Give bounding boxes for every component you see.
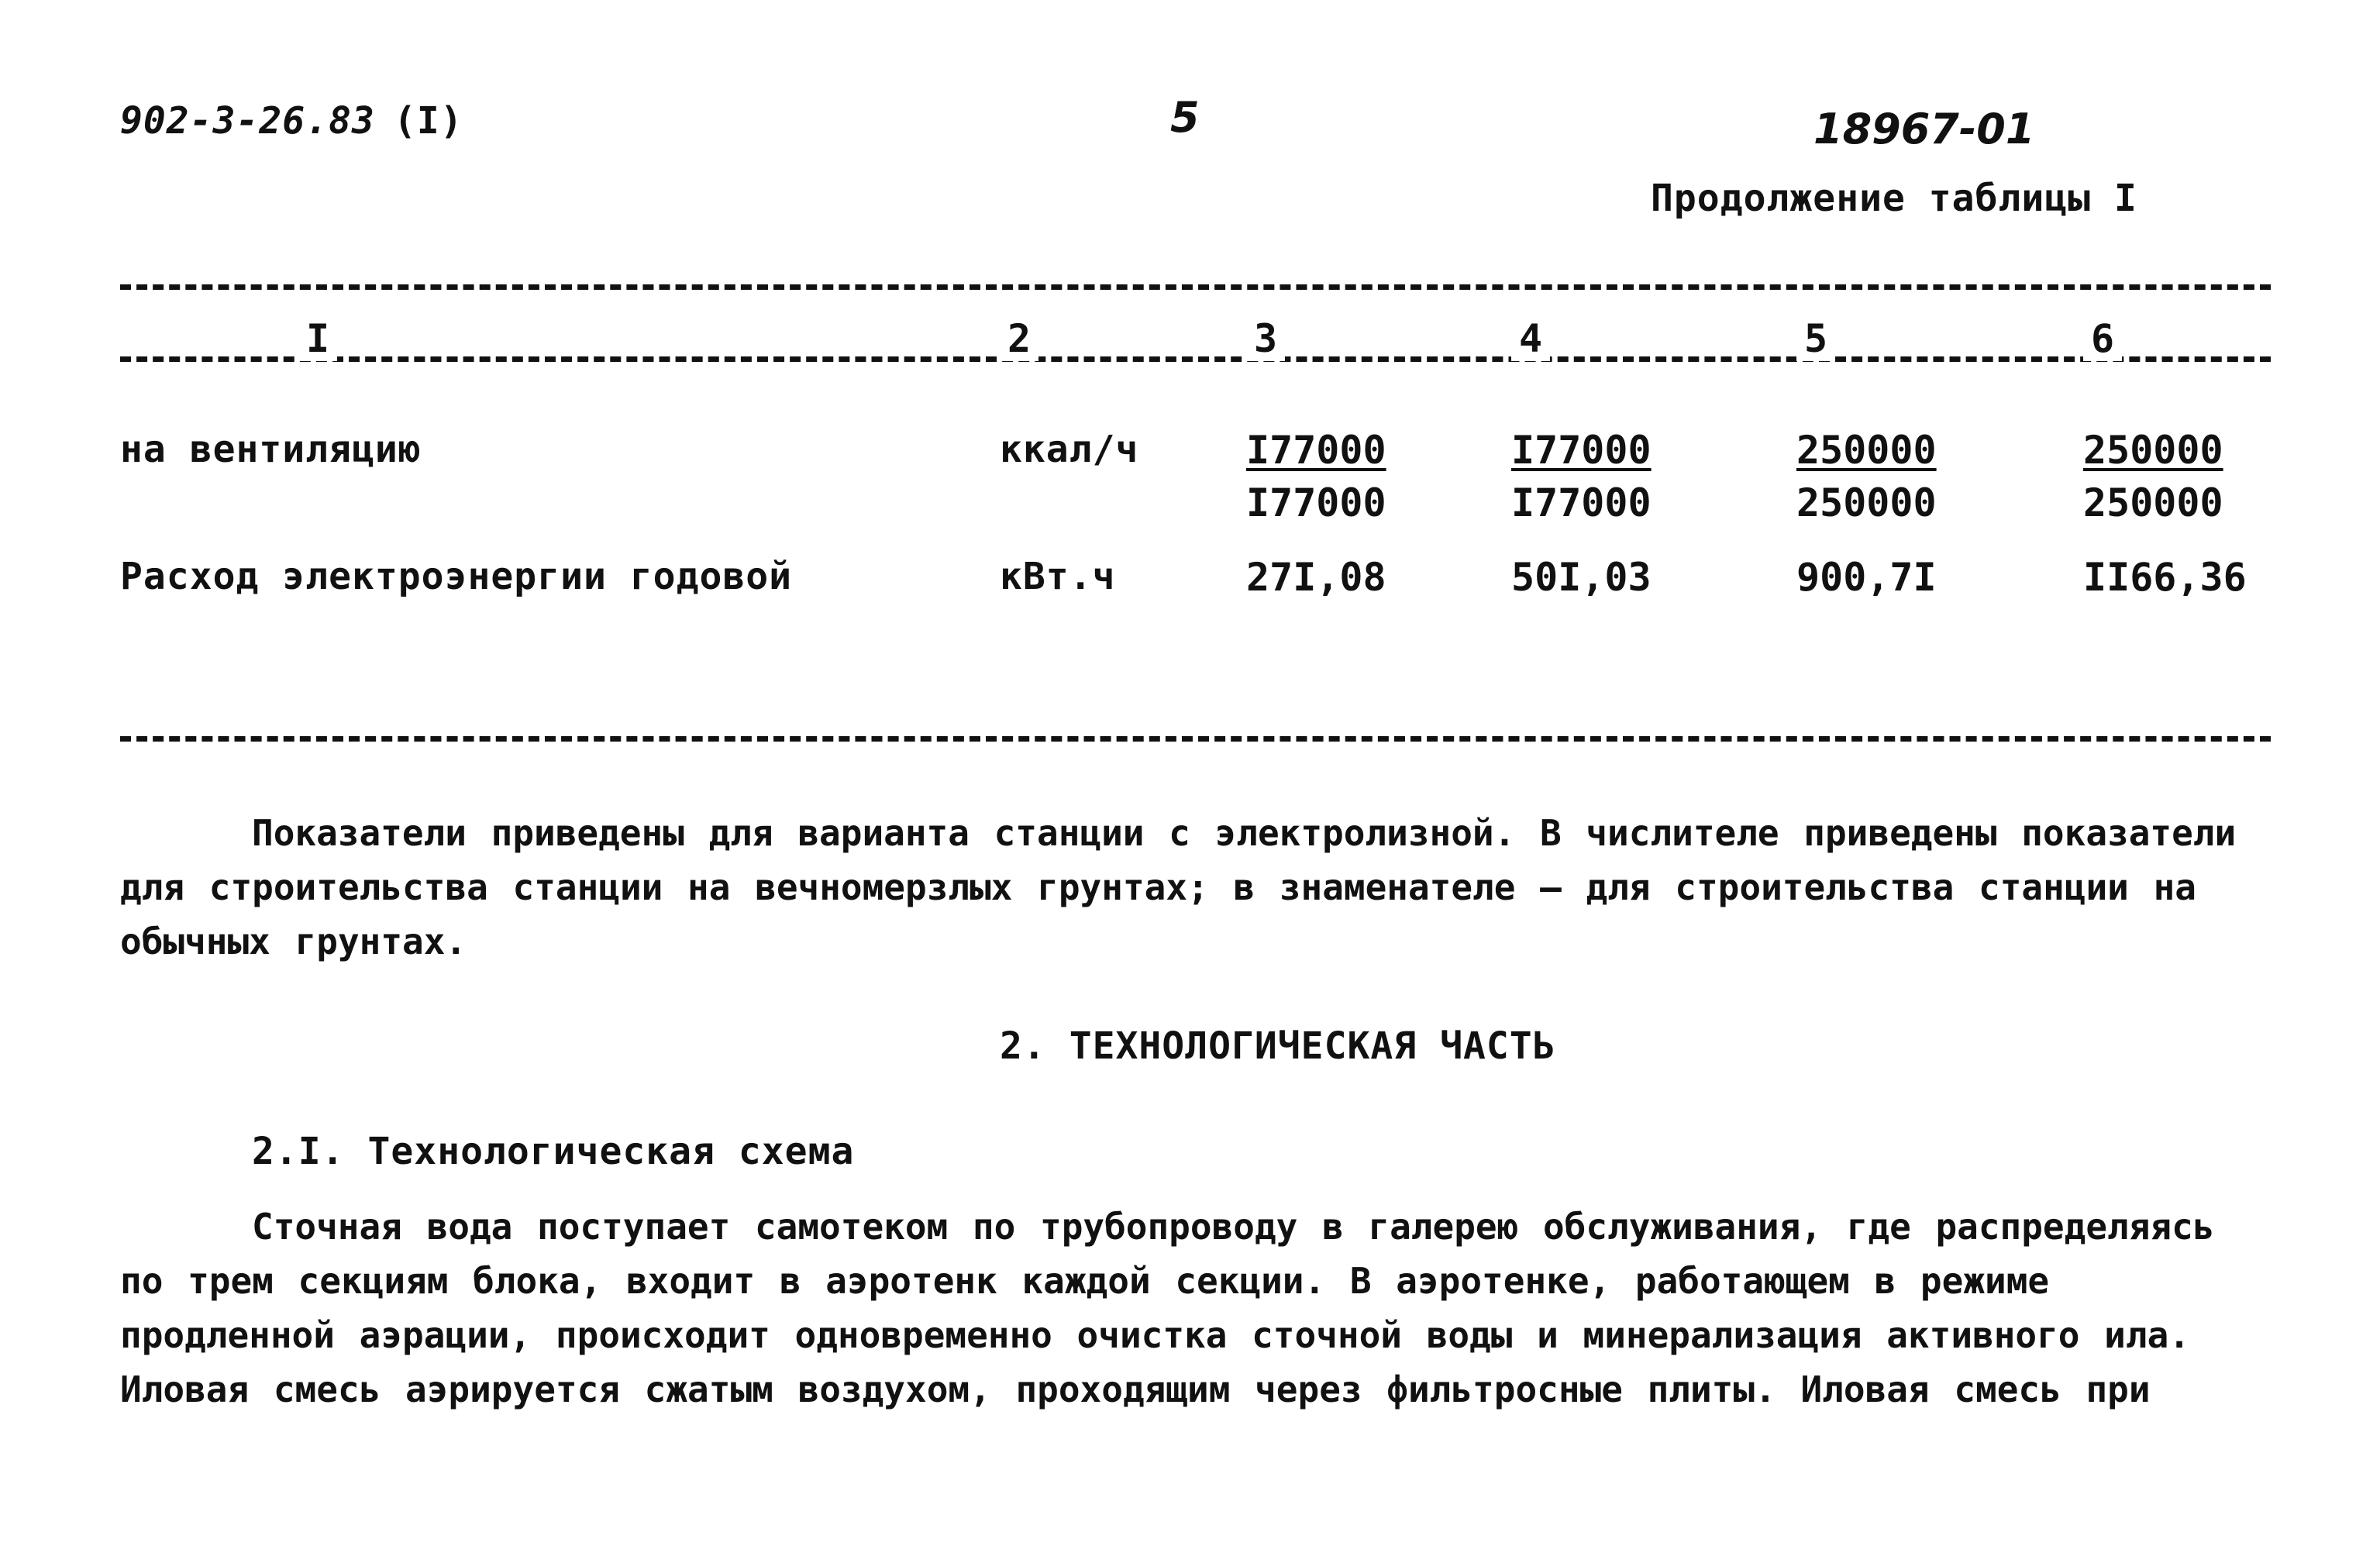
inventory-number: 18967-01	[1813, 105, 2035, 153]
numerator-col4: I77000	[1511, 428, 1652, 473]
row-unit-electricity: кВт.ч	[1000, 555, 1116, 598]
value-col6: II66,36	[2083, 555, 2247, 600]
doc-part: (I)	[394, 99, 463, 143]
denominator-col4: I77000	[1511, 480, 1652, 525]
value-col3: 27I,08	[1246, 555, 1386, 600]
table-header-rule	[120, 356, 2271, 362]
value-col4: 50I,03	[1511, 555, 1652, 600]
table-bottom-rule	[120, 736, 2271, 742]
column-header: 6	[2083, 316, 2122, 361]
column-header: 3	[1246, 316, 1285, 361]
column-header: 2	[1000, 316, 1038, 361]
column-header: I	[298, 316, 337, 361]
doc-code: 902-3-26.83	[120, 99, 375, 143]
row-label-electricity: Расход электроэнергии годовой	[120, 555, 793, 598]
page-number: 5	[1170, 93, 1200, 142]
denominator-col6: 250000	[2083, 480, 2223, 525]
table-top-rule	[120, 284, 2271, 290]
column-header: 4	[1511, 316, 1550, 361]
column-header: 5	[1796, 316, 1835, 361]
table-caption: Продолжение таблицы I	[1651, 177, 2137, 220]
section-title: 2. ТЕХНОЛОГИЧЕСКАЯ ЧАСТЬ	[1000, 1024, 1556, 1068]
denominator-col5: 250000	[1796, 480, 1937, 525]
value-col5: 900,7I	[1796, 555, 1937, 600]
section-body: Сточная вода поступает самотеком по трубопроводу в галерею обслуживания, где распределяясь по трем секциям блока, входит в аэротенк каждой секции. В аэротенке, работающем в режиме продленной аэрации, происходит одновременно очистка сточной воды и минерализация активного ила. Иловая смесь аэрируется сжатым воздухом, проходящим через фильтросные плиты. Иловая смесь при	[120, 1206, 2215, 1410]
numerator-col3: I77000	[1246, 428, 1386, 473]
numerator-col6: 250000	[2083, 428, 2223, 473]
subsection-title: 2.I. Технологическая схема	[252, 1130, 855, 1173]
denominator-col3: I77000	[1246, 480, 1386, 525]
row-label-ventilation: на вентиляцию	[120, 428, 422, 471]
numerator-col5: 250000	[1796, 428, 1937, 473]
table-note: Показатели приведены для варианта станции с электролизной. В числителе приведены показатели для строительства станции на вечномерзлых грунтах; в знаменателе – для строительства станции на обычных грунтах.	[120, 812, 2237, 962]
row-unit-ventilation: ккал/ч	[1000, 428, 1139, 471]
